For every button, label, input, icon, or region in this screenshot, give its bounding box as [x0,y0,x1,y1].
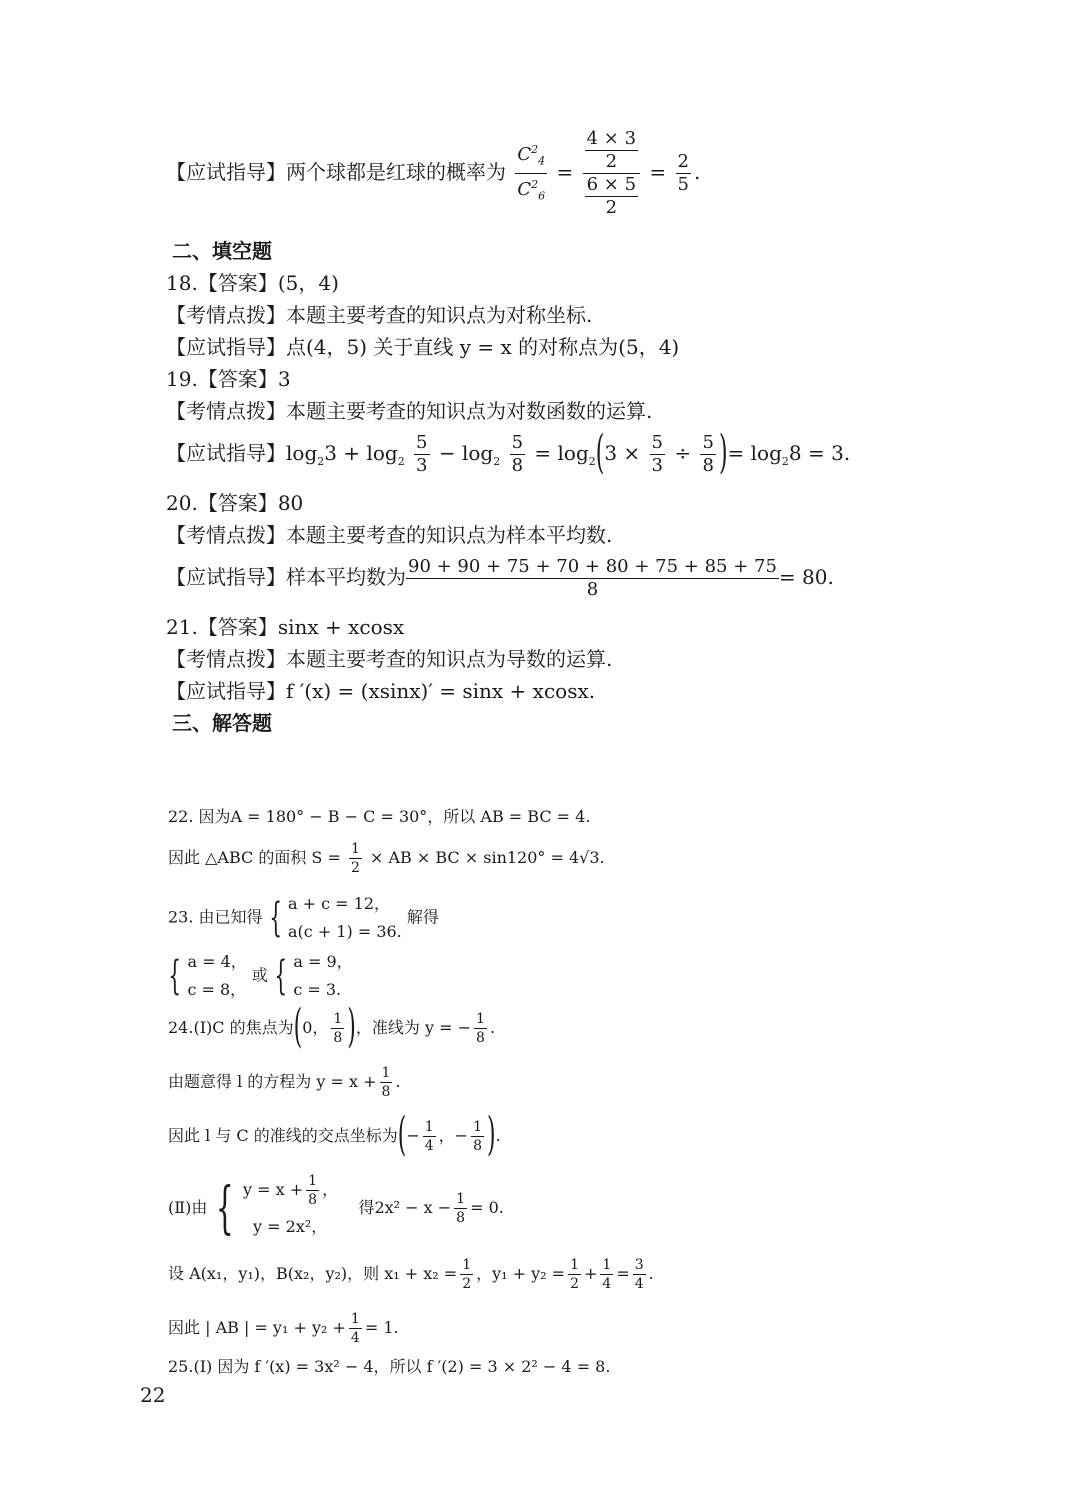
q24-part2: (Ⅱ)由 { y = x + $\frac{1}{8}$ ， y = 2x²， 得2x² − x − $\frac{1}{8}$ = 0. [168,1172,504,1245]
q24-part2-post: 得2x² − x − [358,1198,452,1217]
q24-line3: 因此 l 与 C 的准线的交点坐标为(− $\frac{1}{4}$ ，− $\frac{1}{8}$ ). [168,1109,501,1162]
q21-point [166,646,612,672]
nested-den-top: 6 × 5 [586,174,637,195]
q20-point-label: 【考情点拨】 [166,523,286,547]
q22-line2-pre: 因此 △ABC 的面积 S = [168,848,341,867]
q18-answer [166,270,339,296]
q24-part2-end: = 0. [470,1198,504,1217]
nested-fraction [583,128,640,219]
q22-line2-post: × AB × BC × sin120° = 4√3. [369,848,605,867]
q18-guide-text: 点(4，5) 关于直线 y = x 的对称点为(5，4) [286,335,680,359]
q24-line3-pre: 因此 l 与 C 的准线的交点坐标为 [168,1126,398,1145]
q23-or: 或 [251,965,268,985]
q21-point-label: 【考情点拨】 [166,647,286,671]
q23-system: 23. 由已知得 { a + c = 12， a(c + 1) = 36. 解得 [168,890,439,946]
page-number: 22 [140,1383,166,1407]
mean-denominator: 8 [586,579,599,600]
q23-sol1a: a = 4， [187,952,247,971]
q20-guide-text: 样本平均数为 [286,565,406,589]
q24-line5-mid: ，y₁ + y₂ = [476,1264,566,1283]
q24-line6-post: = 1. [364,1318,399,1337]
q20-answer-value: 80 [277,491,304,515]
q19-answer-label: 19.【答案】 [166,367,278,391]
q19-answer [166,366,291,392]
q20-point-text: 本题主要考查的知识点为样本平均数. [286,523,613,547]
q23-eq2: a(c + 1) = 36. [288,922,402,941]
q17-guide: 【应试指导】两个球都是红球的概率为 $\frac{C^2_4}{C^2_6}$ = $\frac{\frac{4 \times 3}{2}}{\frac{6 \times 5}{2}}$ = $\frac{2}{5}$ . [166,128,701,218]
q24-line1: 24.(Ⅰ)C 的焦点为(0， $\frac{1}{8}$ )，准线为 y = − $\frac{1}{8}$ . [168,1001,496,1054]
q23-pre: 23. 由已知得 [168,907,263,927]
q21-point-text: 本题主要考查的知识点为导数的运算. [286,647,613,671]
q20-result: = 80. [778,565,834,589]
q23-post: 解得 [406,907,439,927]
q18-point-text: 本题主要考查的知识点为对称坐标. [286,303,593,327]
nested-num-top: 4 × 3 [586,128,637,149]
q22-line2: 因此 △ABC 的面积 S = $\frac{1}{2}$ × AB × BC × sin120° = 4√3. [168,841,605,876]
q21-answer [166,614,404,640]
q18-answer-value: (5，4) [277,271,339,295]
q23-sol2b: c = 3. [293,980,342,999]
q18-answer-label: 18.【答案】 [166,271,278,295]
q20-point [166,522,612,548]
q19-point-label: 【考情点拨】 [166,399,286,423]
q23-sol2a: a = 9， [293,952,353,971]
q19-guide-label: 【应试指导】 [166,441,286,465]
q21-answer-value: sinx + xcosx [277,615,405,639]
q20-guide [166,556,834,601]
q23-eq1: a + c = 12， [288,894,391,913]
combination-fraction: $\frac{C^2_4}{C^2_6}$ [515,139,547,207]
q20-answer [166,490,303,516]
q18-guide-label: 【应试指导】 [166,335,286,359]
nested-den-bottom: 2 [605,197,618,218]
q24-line1-pre: 24.(Ⅰ)C 的焦点为 [168,1018,294,1037]
q18-guide [166,334,679,360]
q19-answer-value: 3 [277,367,291,391]
result-den: 5 [677,174,689,195]
q24-part2-pre: (Ⅱ)由 [168,1198,208,1217]
q22-line1: 22. 因为A = 180° − B − C = 30°，所以 AB = BC = 4. [168,807,591,826]
q24-line2: 由题意得 l 的方程为 y = x + $\frac{1}{8}$ . [168,1065,401,1100]
q20-guide-label: 【应试指导】 [166,565,286,589]
section-solution-heading: 三、解答题 [172,711,272,735]
nested-num-bottom: 2 [605,151,618,172]
q17-guide-text: 两个球都是红球的概率为 [286,160,506,184]
q19-point [166,398,652,424]
q18-point [166,302,592,328]
section-fill-in-heading: 二、填空题 [172,239,272,263]
result-num: 2 [677,151,689,172]
q21-guide-text: f ′(x) = (xsinx)′ = sinx + xcosx. [286,679,596,703]
q24-part2-eq1: y = x + [243,1180,304,1199]
q23-sol1b: c = 8， [187,980,247,999]
q21-answer-label: 21.【答案】 [166,615,278,639]
q18-point-label: 【考情点拨】 [166,303,286,327]
q24-line5-pre: 设 A(x₁，y₁)，B(x₂，y₂)，则 x₁ + x₂ = [168,1264,458,1283]
q24-line6-pre: 因此 | AB | = y₁ + y₂ + [168,1318,346,1337]
q24-line5: 设 A(x₁，y₁)，B(x₂，y₂)，则 x₁ + x₂ = $\frac{1}{2}$ ，y₁ + y₂ = $\frac{1}{2}$ + $\frac{1}{4}$ = $\frac{3}{4}$ . [168,1257,654,1292]
q21-guide [166,678,595,704]
q20-answer-label: 20.【答案】 [166,491,278,515]
q24-line2-pre: 由题意得 l 的方程为 y = x + [168,1072,377,1091]
q24-part2-eq2: y = 2x²， [253,1217,328,1236]
q17-guide-label: 【应试指导】 [166,160,286,184]
q21-guide-label: 【应试指导】 [166,679,286,703]
q19-guide: 【应试指导】$\log_23 + \log_2$ $\frac{5}{3}$ − $\log_2$ $\frac{5}{8}$ = $\log_2(3$ × $\frac{5}{3}$ ÷ $\frac{5}{8}$ )= $\log_28 = 3$. [166,427,851,480]
q25-line1: 25.(Ⅰ) 因为 f ′(x) = 3x² − 4，所以 f ′(2) = 3 × 2² − 4 = 8. [168,1357,611,1376]
q24-line6: 因此 | AB | = y₁ + y₂ + $\frac{1}{4}$ = 1. [168,1311,399,1346]
q24-line1-mid: ，准线为 y = − [355,1018,472,1037]
mean-numerator: 90 + 90 + 75 + 70 + 80 + 75 + 85 + 75 [408,556,777,577]
q23-solutions: { a = 4， c = 8， 或 { a = 9， c = 3. [162,948,353,1004]
result-fraction [676,151,691,196]
q19-point-text: 本题主要考查的知识点为对数函数的运算. [286,399,653,423]
